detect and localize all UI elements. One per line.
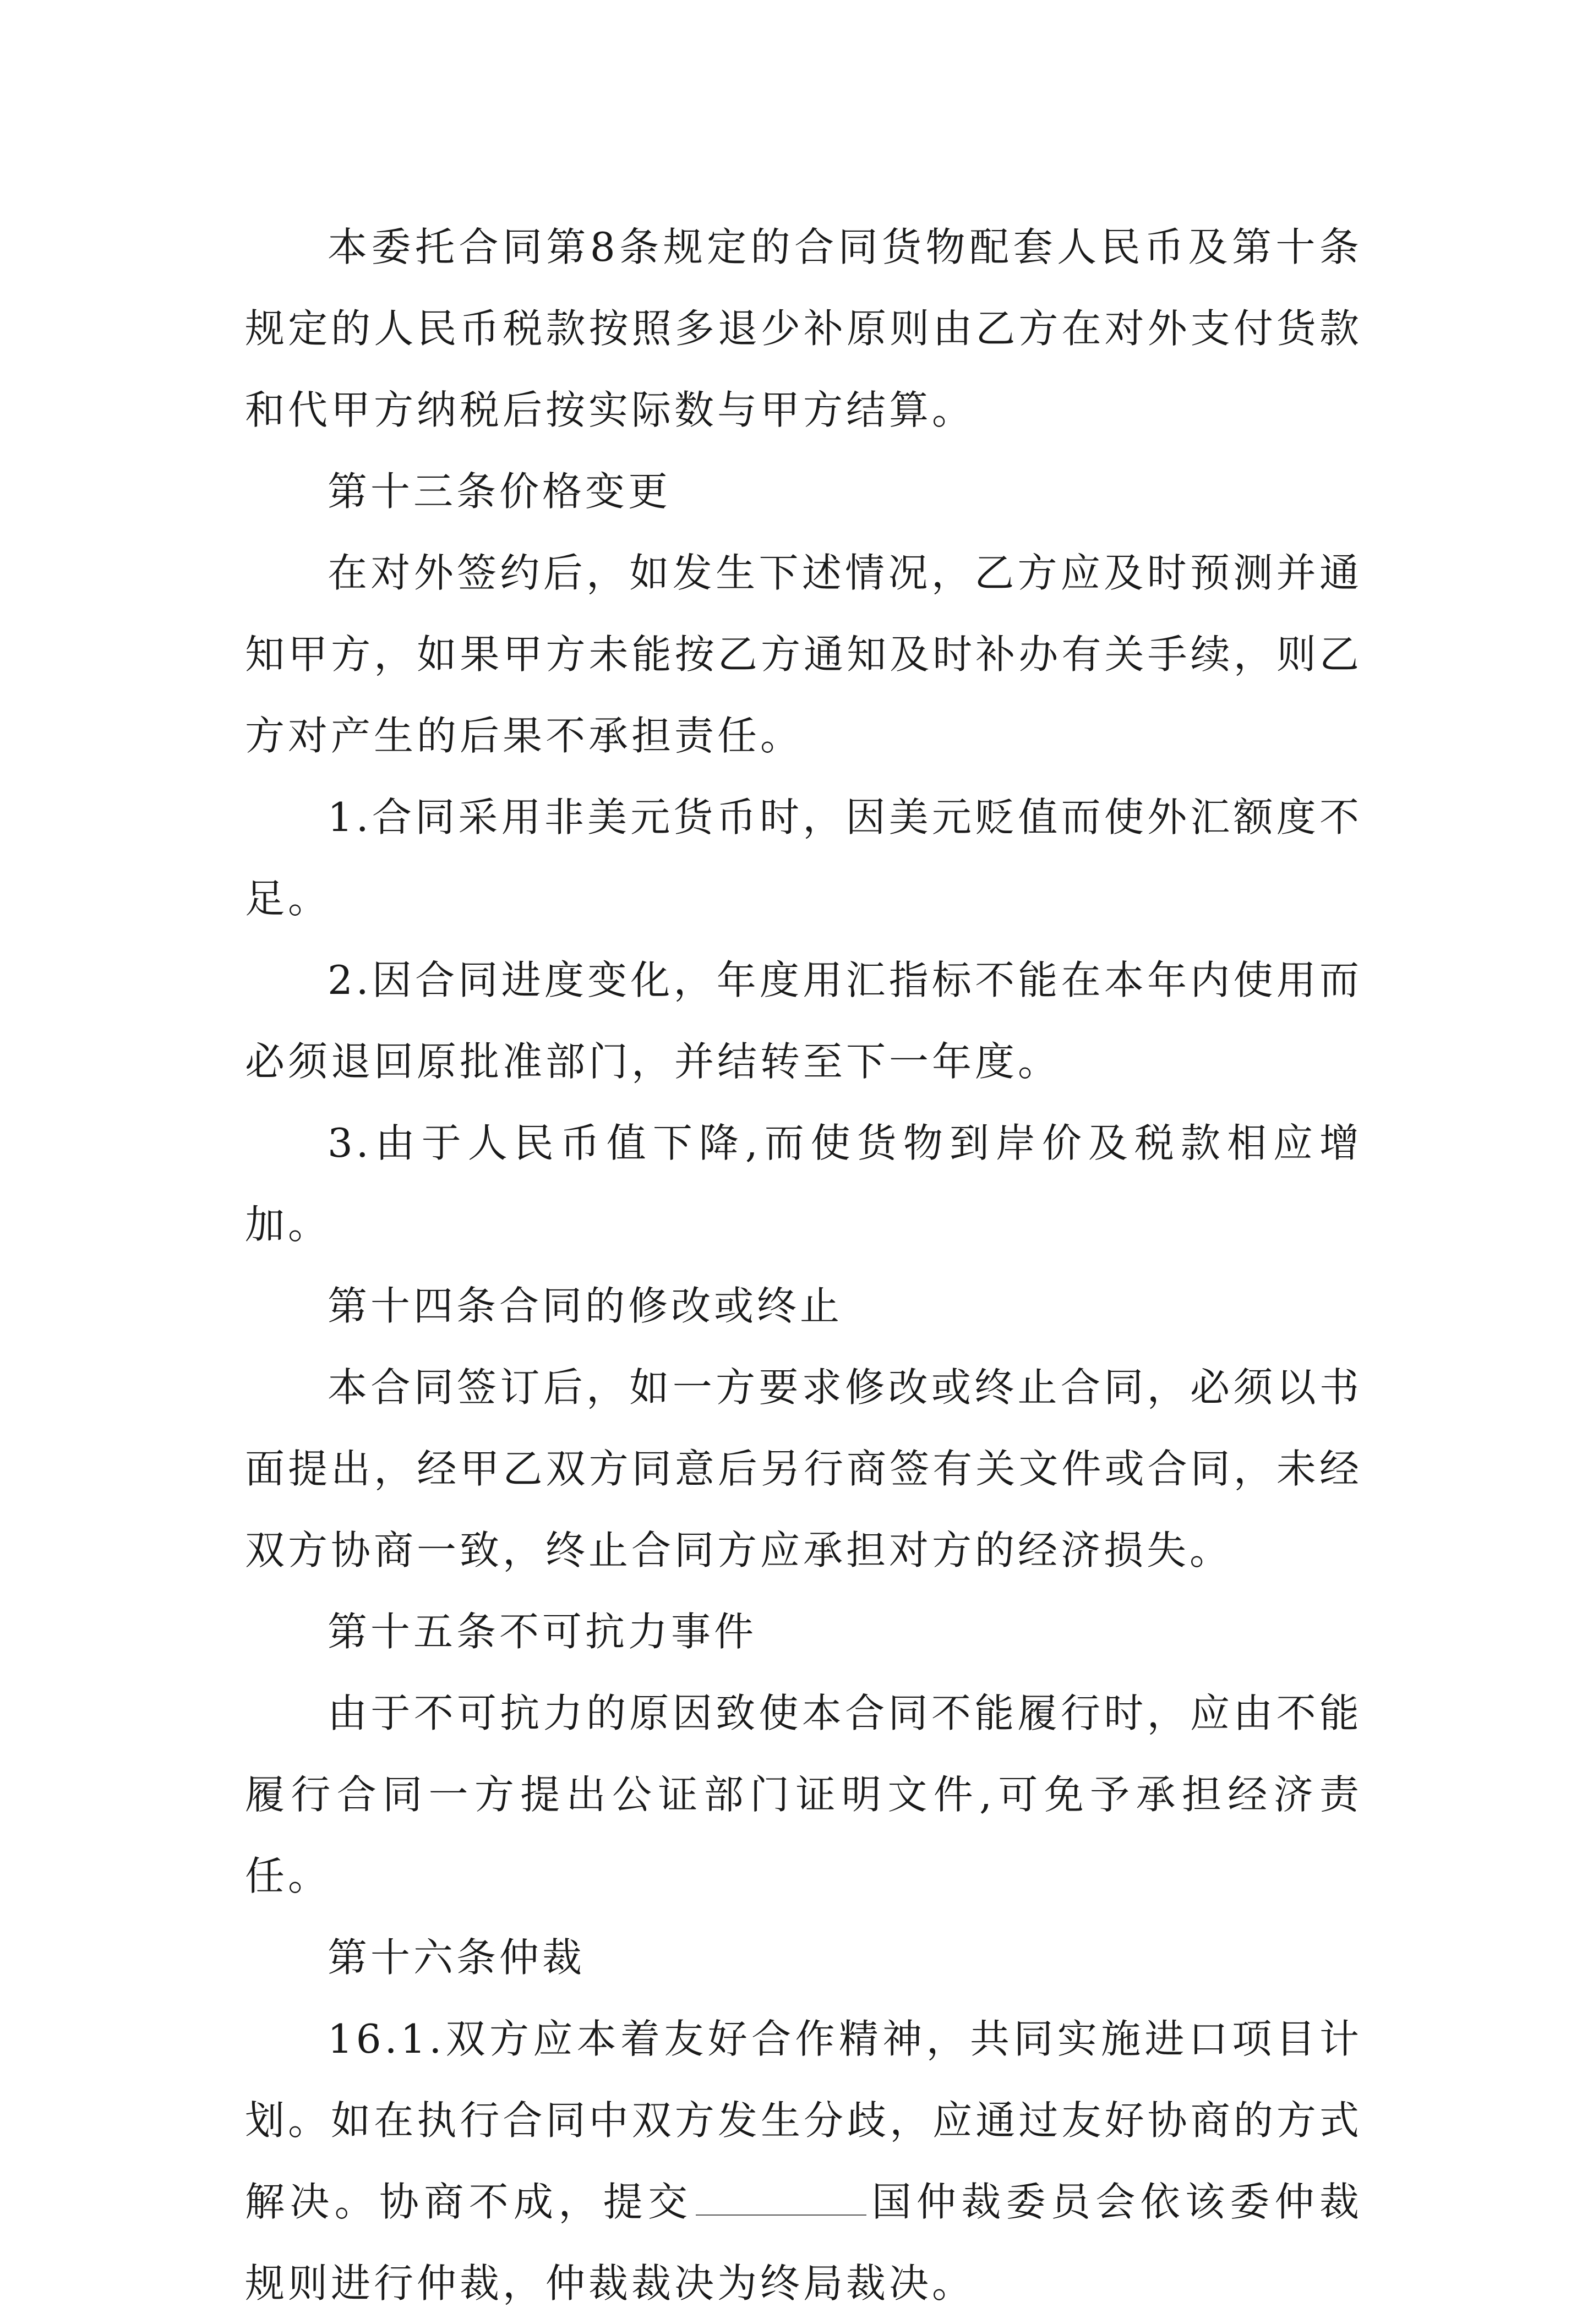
paragraph-settlement: 本委托合同第8条规定的合同货物配套人民币及第十条规定的人民币税款按照多退少补原则由乙方在对外支付货款和代甲方纳税后按实际数与甲方结算。 — [245, 224, 1362, 433]
heading-article-16: 第十六条仲裁 — [328, 1934, 586, 1981]
heading-article-13: 第十三条价格变更 — [328, 468, 672, 515]
paragraph-modification: 本合同签订后，如一方要求修改或终止合同，必须以书面提出，经甲乙双方同意后另行商签有关文件或合同，未经双方协商一致，终止合同方应承担对方的经济损失。 — [245, 1364, 1362, 1573]
arbitration-text-before: 16.1.双方应本着友好合作精神，共同实施进口项目计划。如在执行合同中双方发生分歧，应通过友好协商的方式解决。协商不成，提交 — [245, 2016, 1362, 2225]
list-item-1: 1.合同采用非美元货币时，因美元贬值而使外汇额度不足。 — [245, 794, 1362, 922]
list-item-3: 3.由于人民币值下降,而使货物到岸价及税款相应增加。 — [245, 1120, 1362, 1248]
heading-article-15: 第十五条不可抗力事件 — [328, 1609, 757, 1655]
list-item-2: 2.因合同进度变化，年度用汇指标不能在本年内使用而必须退回原批准部门，并结转至下一年度。 — [245, 957, 1362, 1085]
paragraph-arbitration — [245, 1998, 1362, 2324]
document-body — [245, 206, 1362, 2324]
heading-article-14: 第十四条合同的修改或终止 — [328, 1283, 843, 1329]
arbitration-text-after: 国仲裁委员会依该委仲裁规则进行仲裁，仲裁裁决为终局裁决。 — [245, 2179, 1362, 2306]
fill-in-blank — [696, 2214, 866, 2216]
paragraph-price-change: 在对外签约后，如发生下述情况，乙方应及时预测并通知甲方，如果甲方未能按乙方通知及时补办有关手续，则乙方对产生的后果不承担责任。 — [245, 550, 1362, 759]
paragraph-force-majeure: 由于不可抗力的原因致使本合同不能履行时，应由不能履行合同一方提出公证部门证明文件,可免予承担经济责任。 — [245, 1690, 1362, 1899]
